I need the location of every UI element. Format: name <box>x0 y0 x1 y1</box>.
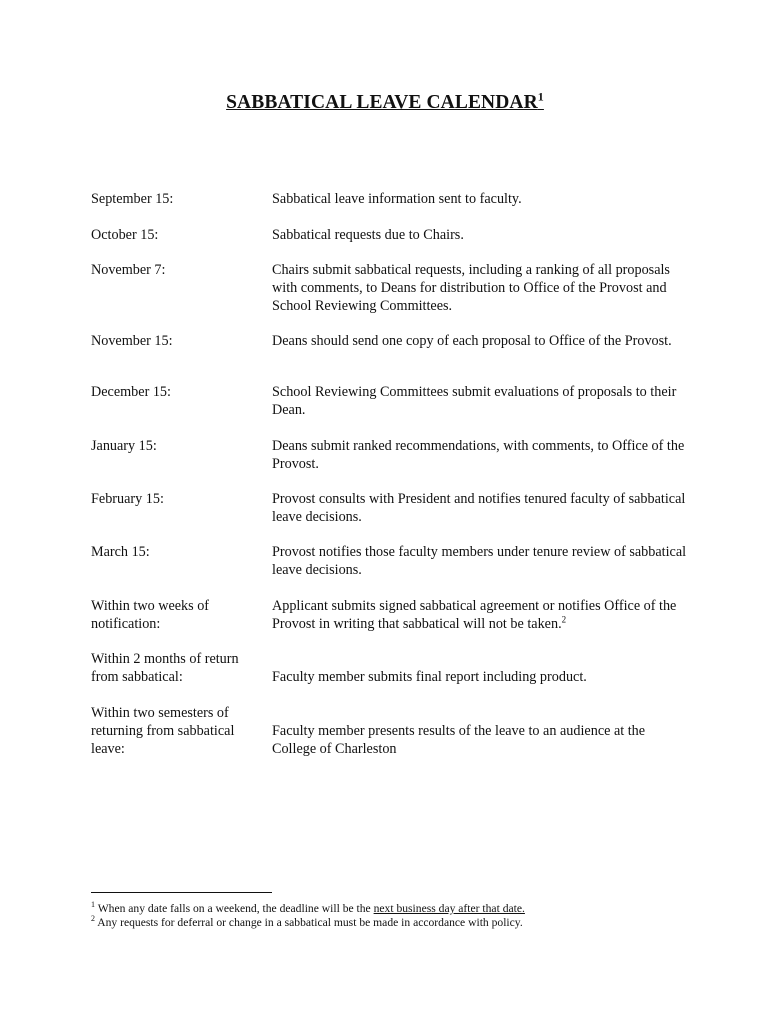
title-text: SABBATICAL LEAVE CALENDAR <box>226 92 538 113</box>
event-footnote-mark: 2 <box>561 614 567 625</box>
schedule-date: March 15: <box>91 544 150 560</box>
schedule-event: Sabbatical requests due to Chairs. <box>272 227 464 243</box>
schedule-event: Faculty member submits final report including product. <box>272 669 587 685</box>
schedule-event: Faculty member presents results of the leave to an audience at the College of Charleston <box>272 723 646 757</box>
schedule-event-text: Applicant submits signed sabbatical agreement or notifies Office of the Provost in writing that sabbatical will not be taken. <box>272 598 677 632</box>
schedule-date: Within two semesters of returning from sabbatical leave: <box>91 705 235 757</box>
document-title <box>0 89 770 114</box>
schedule-event <box>272 597 692 633</box>
schedule-event: Provost consults with President and notifies tenured faculty of sabbatical leave decisions. <box>272 491 686 525</box>
schedule-event: School Reviewing Committees submit evaluations of proposals to their Dean. <box>272 384 677 418</box>
schedule-date: October 15: <box>91 227 159 243</box>
schedule-event: Deans submit ranked recommendations, with comments, to Office of the Provost. <box>272 438 685 472</box>
footnote-mark: 2 <box>91 914 95 924</box>
schedule-date: Within 2 months of return from sabbatical: <box>91 651 239 685</box>
footnote-mark: 1 <box>91 900 95 910</box>
schedule-date: December 15: <box>91 384 171 400</box>
footnote-1 <box>91 902 525 916</box>
footnote-text: When any date falls on a weekend, the deadline will be the <box>97 902 374 915</box>
schedule-date: November 15: <box>91 333 173 349</box>
schedule-event: Chairs submit sabbatical requests, including a ranking of all proposals with comments, to Deans for distribution to Office of the Provost and School Reviewing Committees. <box>272 262 670 314</box>
schedule-event: Provost notifies those faculty members under tenure review of sabbatical leave decisions. <box>272 544 687 578</box>
title-footnote-mark: 1 <box>537 89 544 104</box>
schedule-date: November 7: <box>91 262 166 278</box>
schedule-date: January 15: <box>91 438 157 454</box>
footnote-text: Any requests for deferral or change in a sabbatical must be made in accordance with policy. <box>97 916 523 929</box>
schedule-date: September 15: <box>91 191 174 207</box>
schedule-event: Sabbatical leave information sent to faculty. <box>272 191 522 207</box>
schedule-date: Within two weeks of notification: <box>91 598 210 632</box>
schedule-event: Deans should send one copy of each proposal to Office of the Provost. <box>272 333 672 349</box>
footnote-divider <box>91 892 272 893</box>
footnote-underlined-text: next business day after that date. <box>373 902 525 915</box>
schedule-date: February 15: <box>91 491 164 507</box>
footnote-2 <box>91 916 523 930</box>
